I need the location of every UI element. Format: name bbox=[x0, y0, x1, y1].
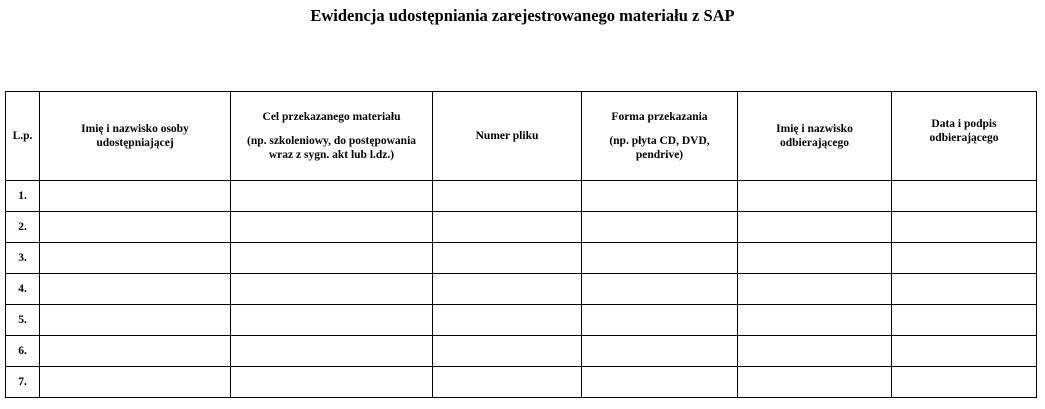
cell-purpose[interactable] bbox=[231, 243, 433, 274]
cell-file-number[interactable] bbox=[433, 367, 582, 398]
cell-recipient[interactable] bbox=[738, 336, 892, 367]
cell-file-number[interactable] bbox=[433, 336, 582, 367]
table-row bbox=[6, 181, 1037, 212]
header-file-number bbox=[433, 92, 582, 181]
cell-date-signature[interactable] bbox=[892, 212, 1037, 243]
cell-purpose[interactable] bbox=[231, 367, 433, 398]
header-date-line-1: Data i podpis bbox=[931, 118, 997, 130]
register-table bbox=[5, 91, 1037, 398]
cell-person[interactable] bbox=[40, 367, 231, 398]
row-number: 4. bbox=[6, 274, 40, 305]
cell-file-number[interactable] bbox=[433, 212, 582, 243]
header-form-note-1: (np. płyta CD, DVD, bbox=[609, 135, 710, 147]
cell-transfer-form[interactable] bbox=[582, 181, 738, 212]
table-row bbox=[6, 305, 1037, 336]
cell-recipient[interactable] bbox=[738, 274, 892, 305]
header-form-note-2: pendrive) bbox=[635, 149, 684, 161]
cell-transfer-form[interactable] bbox=[582, 305, 738, 336]
cell-transfer-form[interactable] bbox=[582, 367, 738, 398]
header-row bbox=[6, 92, 1037, 181]
cell-date-signature[interactable] bbox=[892, 305, 1037, 336]
table-row bbox=[6, 367, 1037, 398]
cell-person[interactable] bbox=[40, 181, 231, 212]
cell-date-signature[interactable] bbox=[892, 181, 1037, 212]
header-purpose-note-1: (np. szkoleniowy, do postępowania bbox=[246, 135, 417, 147]
header-file-number-label: Numer pliku bbox=[475, 130, 539, 142]
cell-file-number[interactable] bbox=[433, 274, 582, 305]
cell-transfer-form[interactable] bbox=[582, 212, 738, 243]
header-recipient bbox=[738, 92, 892, 181]
header-transfer-form bbox=[582, 92, 738, 181]
document-title: Ewidencja udostępniania zarejestrowanego materiału z SAP bbox=[310, 6, 735, 25]
cell-purpose[interactable] bbox=[231, 212, 433, 243]
cell-person[interactable] bbox=[40, 336, 231, 367]
cell-recipient[interactable] bbox=[738, 212, 892, 243]
cell-purpose[interactable] bbox=[231, 274, 433, 305]
row-number: 1. bbox=[6, 181, 40, 212]
header-person-line-1: Imię i nazwisko osoby bbox=[81, 123, 189, 135]
cell-date-signature[interactable] bbox=[892, 367, 1037, 398]
header-purpose-title: Cel przekazanego materiału bbox=[262, 111, 401, 123]
header-person-sharing bbox=[40, 92, 231, 181]
cell-file-number[interactable] bbox=[433, 181, 582, 212]
header-date-signature bbox=[892, 92, 1037, 181]
cell-person[interactable] bbox=[40, 212, 231, 243]
row-number: 5. bbox=[6, 305, 40, 336]
header-purpose bbox=[231, 92, 433, 181]
row-number: 6. bbox=[6, 336, 40, 367]
table-row bbox=[6, 274, 1037, 305]
cell-date-signature[interactable] bbox=[892, 243, 1037, 274]
cell-recipient[interactable] bbox=[738, 305, 892, 336]
cell-recipient[interactable] bbox=[738, 181, 892, 212]
table-row bbox=[6, 212, 1037, 243]
cell-transfer-form[interactable] bbox=[582, 274, 738, 305]
table-row bbox=[6, 336, 1037, 367]
header-purpose-note-2: wraz z sygn. akt lub l.dz.) bbox=[268, 149, 395, 161]
cell-file-number[interactable] bbox=[433, 305, 582, 336]
cell-person[interactable] bbox=[40, 243, 231, 274]
cell-person[interactable] bbox=[40, 274, 231, 305]
cell-purpose[interactable] bbox=[231, 181, 433, 212]
cell-date-signature[interactable] bbox=[892, 336, 1037, 367]
table-row bbox=[6, 243, 1037, 274]
header-date-line-2: odbierającego bbox=[929, 132, 999, 144]
header-recipient-line-1: Imię i nazwisko bbox=[776, 123, 853, 135]
cell-transfer-form[interactable] bbox=[582, 243, 738, 274]
header-lp-label: L.p. bbox=[12, 130, 33, 142]
cell-transfer-form[interactable] bbox=[582, 336, 738, 367]
cell-person[interactable] bbox=[40, 305, 231, 336]
row-number: 7. bbox=[6, 367, 40, 398]
row-number: 2. bbox=[6, 212, 40, 243]
header-person-line-2: udostępniającej bbox=[96, 137, 174, 149]
cell-date-signature[interactable] bbox=[892, 274, 1037, 305]
cell-purpose[interactable] bbox=[231, 305, 433, 336]
cell-recipient[interactable] bbox=[738, 367, 892, 398]
header-form-title: Forma przekazania bbox=[611, 111, 708, 123]
cell-purpose[interactable] bbox=[231, 336, 433, 367]
cell-file-number[interactable] bbox=[433, 243, 582, 274]
header-recipient-line-2: odbierającego bbox=[780, 137, 849, 149]
header-lp bbox=[6, 92, 40, 181]
cell-recipient[interactable] bbox=[738, 243, 892, 274]
row-number: 3. bbox=[6, 243, 40, 274]
